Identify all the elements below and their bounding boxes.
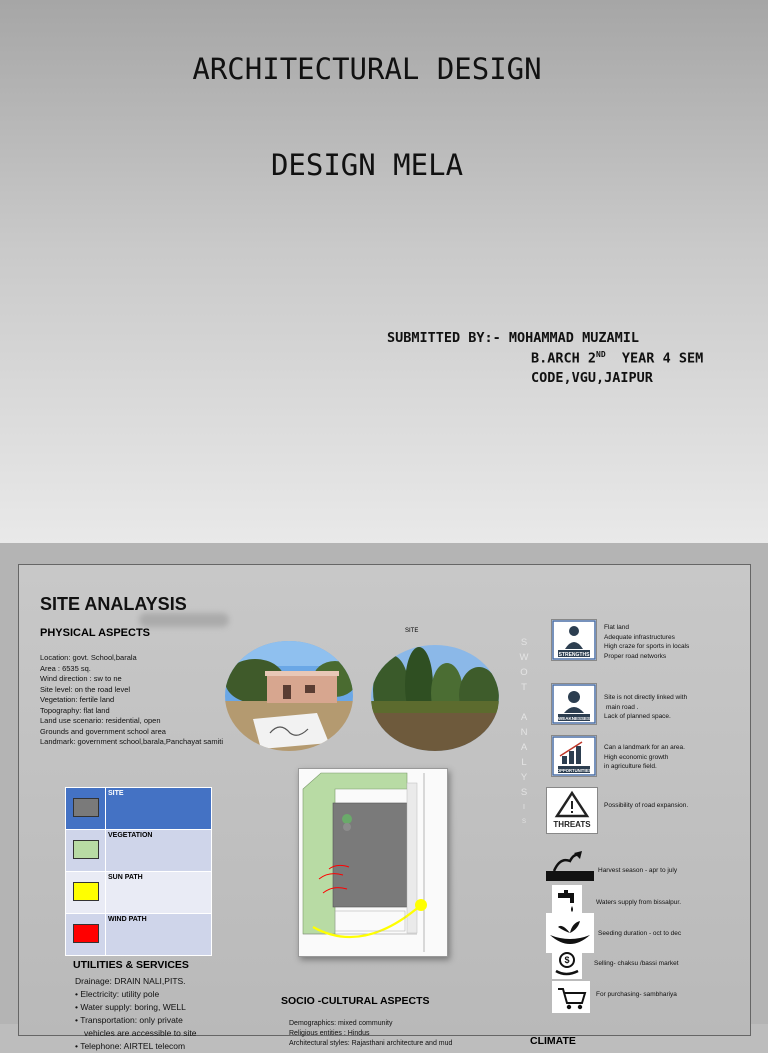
purchasing-text: For purchasing- sambhariya bbox=[596, 991, 677, 998]
water-supply-text: Waters supply from bissalpur. bbox=[596, 899, 682, 906]
socio-item: Architectural styles: Rajasthani architecture and mud bbox=[289, 1040, 453, 1047]
sun-path-swatch bbox=[73, 882, 99, 901]
physical-item: Land use scenario: residential, open bbox=[40, 716, 161, 725]
legend-row-vegetation bbox=[66, 830, 212, 872]
site-plan-drawing bbox=[298, 768, 448, 957]
legend-label: VEGETATION bbox=[106, 830, 212, 872]
utility-item: vehicles are accessible to site bbox=[84, 1028, 197, 1038]
site-analysis-heading: SITE ANALAYSIS bbox=[40, 594, 187, 614]
wind-path-swatch bbox=[73, 924, 99, 943]
threats-label: THREATS bbox=[553, 820, 591, 829]
program-prefix: B.ARCH 2 bbox=[531, 350, 597, 367]
utility-item: • Transportation: only private bbox=[75, 1015, 183, 1025]
opportunities-text: Can a landmark for an area. High economic growth in agriculture field. bbox=[604, 744, 685, 770]
legend-label: WIND PATH bbox=[106, 914, 212, 956]
site-analysis-panel bbox=[18, 564, 751, 1051]
physical-item: Area : 6535 sq. bbox=[40, 663, 91, 673]
opportunities-label: OPPORTUNITIES bbox=[556, 768, 592, 773]
cart-icon bbox=[552, 981, 590, 1013]
climate-heading: CLIMATE bbox=[530, 1035, 576, 1047]
legend-row-site bbox=[66, 788, 212, 830]
harvest-text: Harvest season - apr to july bbox=[598, 867, 678, 874]
harvest-icon bbox=[546, 849, 594, 881]
physical-item: Grounds and government school area bbox=[40, 726, 166, 736]
submitted-by: SUBMITTED BY:- MOHAMMAD MUZAMIL bbox=[387, 330, 639, 346]
legend-row-wind-path bbox=[66, 914, 212, 956]
program-line bbox=[531, 350, 703, 367]
seeding-text: Seeding duration - oct to dec bbox=[598, 930, 682, 937]
site-analysis-slide bbox=[0, 543, 768, 1051]
weaknesses-icon bbox=[551, 683, 597, 725]
swot-analysis-vertical-text: S W O T A N A L Y S I S bbox=[519, 637, 529, 825]
socio-item: Religious entities : Hindus bbox=[289, 1030, 370, 1037]
utility-item: • Water supply: boring, WELL bbox=[75, 1002, 186, 1012]
legend-row-sun-path bbox=[66, 872, 212, 914]
legend-label: SITE bbox=[106, 788, 212, 830]
water-tap-icon bbox=[552, 885, 582, 915]
slide-title: ARCHITECTURAL DESIGN bbox=[192, 52, 542, 86]
selling-text: Selling- chaksu /bassi market bbox=[594, 960, 679, 967]
utilities-list bbox=[75, 975, 196, 1053]
utility-item: • Telephone: AIRTEL telecom bbox=[75, 1041, 186, 1051]
site-trees-photo bbox=[371, 645, 499, 751]
utility-item: • Electricity: utility pole bbox=[75, 989, 160, 999]
socio-cultural-heading: SOCIO -CULTURAL ASPECTS bbox=[281, 995, 430, 1007]
site-photo-label: SITE bbox=[405, 628, 419, 634]
strengths-text: Flat land Adequate infrastructures High craze for sports in locals Proper road networks bbox=[604, 624, 690, 660]
utility-item: Drainage: DRAIN NALI,PITS. bbox=[75, 976, 186, 986]
strengths-label: STRENGTHS bbox=[558, 652, 590, 658]
program-suffix: YEAR 4 SEM bbox=[605, 350, 704, 367]
physical-item: Wind direction : sw to ne bbox=[40, 674, 122, 683]
slide-subtitle: DESIGN MELA bbox=[270, 148, 464, 182]
physical-item: Topography: flat land bbox=[40, 705, 110, 715]
physical-aspects-heading: PHYSICAL ASPECTS bbox=[40, 627, 151, 639]
strengths-icon bbox=[551, 619, 597, 661]
physical-aspects-list bbox=[40, 653, 223, 748]
physical-item: Landmark: government school,barala,Panchayat samiti bbox=[40, 737, 224, 746]
site-swatch bbox=[73, 798, 99, 817]
physical-item: Vegetation: fertile land bbox=[40, 695, 115, 704]
weaknesses-text: Site is not directly linked with main road . Lack of planned space. bbox=[604, 694, 688, 720]
heading-shadow bbox=[139, 613, 229, 627]
socio-item: Demographics: mixed community bbox=[289, 1020, 393, 1027]
physical-item: Site level: on the road level bbox=[40, 684, 131, 694]
map-legend bbox=[65, 787, 212, 956]
vegetation-swatch bbox=[73, 840, 99, 859]
utilities-heading: UTILITIES & SERVICES bbox=[73, 959, 189, 971]
school-site-photo bbox=[225, 641, 353, 751]
threats-icon bbox=[546, 787, 598, 834]
program-sup: ND bbox=[596, 350, 606, 359]
selling-icon bbox=[552, 949, 582, 979]
legend-label: SUN PATH bbox=[106, 872, 212, 914]
weaknesses-label: WEAKNESSES bbox=[557, 716, 591, 721]
physical-item: Location: govt. School,barala bbox=[40, 653, 137, 662]
code-line: CODE,VGU,JAIPUR bbox=[531, 370, 653, 386]
opportunities-icon bbox=[551, 735, 597, 777]
svg-text:$: $ bbox=[564, 955, 570, 965]
seeding-icon bbox=[546, 913, 594, 953]
threats-text: Possibility of road expansion. bbox=[604, 802, 689, 809]
